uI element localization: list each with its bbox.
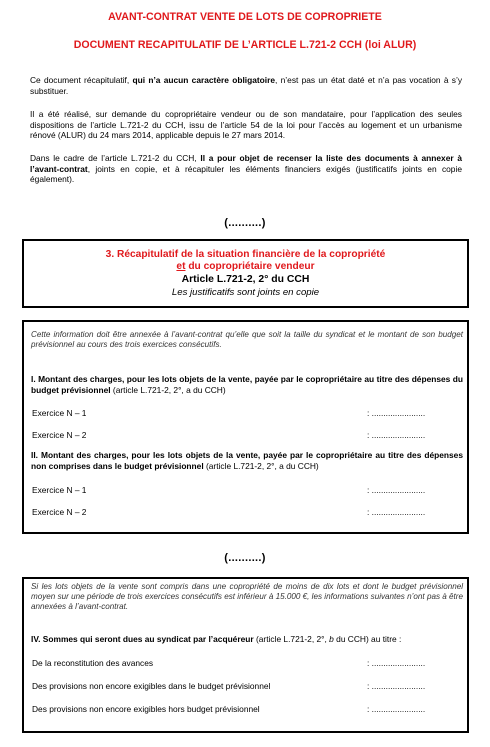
ellipsis-separator-2: (..........) [224, 552, 266, 564]
section-4-bold: IV. Sommes qui seront dues au syndicat par l’acquéreur [31, 634, 254, 644]
justificatifs-note: Les justificatifs sont joints en copie [171, 287, 320, 298]
section-4-ref-end: du CCH) au titre : [333, 634, 402, 644]
section-header-box [22, 239, 469, 308]
section-1-heading [31, 374, 463, 395]
charges-italic-note: Cette information doit être annexée à l’avant-contrat qu’elle que soit la taille du syndicat et le montant de son budget prévisionnel au cours des trois exercices consécutifs. [31, 330, 463, 350]
section-1-row-value[interactable]: : ....................... [367, 430, 426, 440]
intro-p3-bold: Il a pour objet de recenser la liste des documents à annexer à l’avant-contrat [30, 153, 462, 174]
section-1-row-value[interactable]: : ....................... [367, 408, 426, 418]
syndicat-box [22, 577, 469, 733]
article-reference: Article L.721-2, 2° du CCH [181, 274, 310, 285]
section-2-heading [31, 450, 463, 471]
intro-p1-text-end: , n’est pas un état daté et n’a pas vocation à s’y substituer. [30, 75, 463, 96]
section-2-row-label: Exercice N – 2 [32, 507, 87, 517]
section-1-row-label: Exercice N – 1 [32, 408, 87, 418]
intro-p1-text: Ce document récapitulatif, [30, 75, 133, 85]
intro-p1-bold: qui n’a aucun caractère obligatoire [132, 75, 276, 85]
section-4-row-value[interactable]: : ....................... [367, 681, 426, 691]
section-4-row-value[interactable]: : ....................... [367, 658, 426, 668]
document-title: AVANT-CONTRAT VENTE DE LOTS DE COPROPRIETE [108, 11, 382, 23]
section-4-row-label: Des provisions non encore exigibles dans le budget prévisionnel [32, 681, 271, 691]
section-4-heading [31, 634, 463, 645]
intro-p3-text: Dans le cadre de l’article L.721-2 du CCH, [30, 153, 201, 163]
section-title: 3. Récapitulatif de la situation financière de la copropriété [105, 249, 386, 260]
section-4-ref-italic: b [329, 634, 334, 644]
section-4-ref: (article L.721-2, 2°, [253, 634, 330, 644]
charges-box [22, 320, 469, 534]
section-title-line2 [24, 261, 467, 272]
intro-paragraph-2: Il a été réalisé, sur demande du copropriétaire vendeur ou de son mandataire, pour l’application des seules dispositions de l’article L.721-2 du CCH, issu de l’article 54 de la loi pour l’accès au logement et un urbanisme rénové (ALUR) du 24 mars 2014, applicable depuis le 27 mars 2014. [30, 109, 462, 140]
section-4-row-label: De la reconstitution des avances [32, 658, 154, 668]
section-1-row-label: Exercice N – 2 [32, 430, 87, 440]
syndicat-italic-note: Si les lots objets de la vente sont compris dans une copropriété de moins de dix lots et dont le budget prévisionnel moyen sur une période de trois exercices consécutifs est inférieur à 15.000 €, les informations suivantes n’ont pas à être annexées à l’avant-contrat. [31, 582, 463, 612]
section-4-row-label: Des provisions non encore exigibles hors budget prévisionnel [32, 704, 260, 714]
section-title-rest: du copropriétaire vendeur [185, 261, 315, 272]
intro-paragraph-1 [30, 75, 462, 96]
section-4-row-value[interactable]: : ....................... [367, 704, 426, 714]
ellipsis-separator-1: (..........) [224, 217, 266, 229]
section-2-row-value[interactable]: : ....................... [367, 507, 426, 517]
section-2-bold: II. Montant des charges, pour les lots objets de la vente, payée par le copropriétaire au titre des dépenses non comprises dans le budget prévisionnel [31, 450, 463, 471]
section-2-ref: (article L.721-2, 2°, a du CCH) [203, 460, 319, 471]
section-2-row-value[interactable]: : ....................... [367, 485, 426, 495]
intro-p3-text-end: , joints en copie, et à récapituler les éléments financiers exigés (justificatifs joints en copie également). [30, 163, 462, 184]
intro-paragraph-3 [30, 153, 462, 185]
section-title-underlined: et [176, 261, 186, 272]
section-1-bold: I. Montant des charges, pour les lots objets de la vente, payée par le copropriétaire au titre des dépenses du budget prévisionnel [31, 374, 463, 395]
section-2-row-label: Exercice N – 1 [32, 485, 87, 495]
document-subtitle: DOCUMENT RECAPITULATIF DE L’ARTICLE L.721-2 CCH (loi ALUR) [73, 39, 417, 51]
section-1-ref: (article L.721-2, 2°, a du CCH) [110, 384, 226, 395]
